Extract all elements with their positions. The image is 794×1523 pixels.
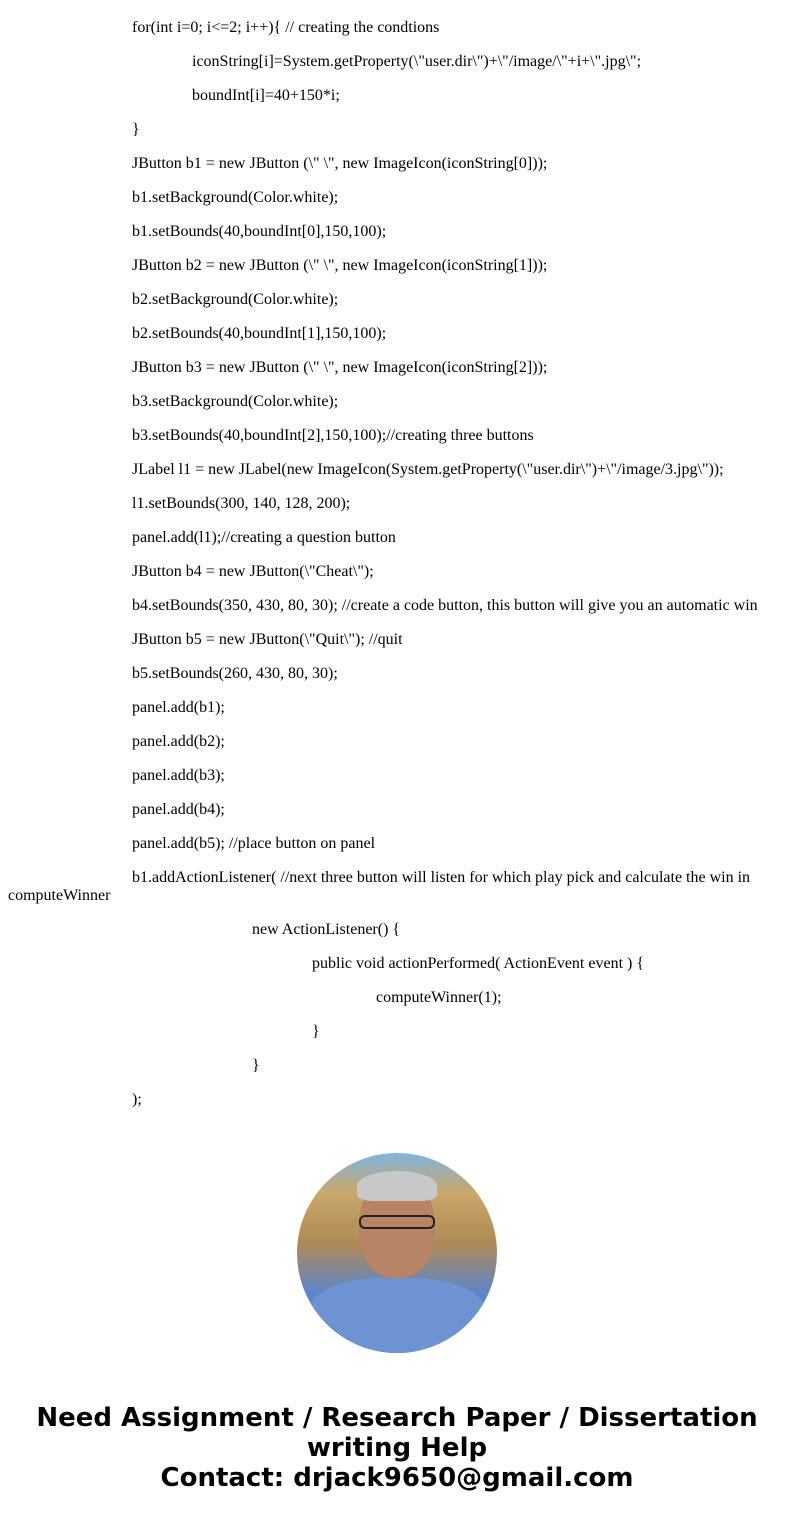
code-line: b1.addActionListener( //next three button will listen for which play pick and calculate the win in computeWinner: [8, 869, 751, 904]
code-line: JButton b5 = new JButton(\"Quit\"); //quit: [132, 631, 403, 648]
help-text: Need Assignment / Research Paper / Dissertation writing Help: [36, 1403, 758, 1463]
code-line: b3.setBackground(Color.white);: [132, 393, 339, 410]
code-line: JLabel l1 = new JLabel(new ImageIcon(System.getProperty(\"user.dir\")+\"/image/3.jpg\"));: [132, 461, 724, 478]
code-listing: [0, 19, 794, 1125]
code-line: JButton b4 = new JButton(\"Cheat\");: [132, 563, 374, 580]
code-line: panel.add(b4);: [132, 801, 225, 818]
code-line: panel.add(l1);//creating a question button: [132, 529, 396, 546]
contact-banner: [0, 1403, 794, 1493]
code-line: b4.setBounds(350, 430, 80, 30); //create a code button, this button will give you an automatic win: [132, 597, 758, 614]
code-line: JButton b1 = new JButton (\" \", new ImageIcon(iconString[0]));: [132, 155, 548, 172]
code-line: l1.setBounds(300, 140, 128, 200);: [132, 495, 351, 512]
code-line: }: [252, 1057, 260, 1074]
code-line: for(int i=0; i<=2; i++){ // creating the condtions: [132, 19, 440, 36]
code-line: panel.add(b3);: [132, 767, 225, 784]
author-photo: [297, 1153, 497, 1353]
code-line: b5.setBounds(260, 430, 80, 30);: [132, 665, 338, 682]
code-line: new ActionListener() {: [252, 921, 401, 938]
code-line: panel.add(b5); //place button on panel: [132, 835, 376, 852]
code-line: b3.setBounds(40,boundInt[2],150,100);//creating three buttons: [132, 427, 534, 444]
code-line: JButton b3 = new JButton (\" \", new ImageIcon(iconString[2]));: [132, 359, 548, 376]
code-line: );: [132, 1091, 142, 1108]
code-line: }: [132, 121, 140, 138]
code-line: panel.add(b1);: [132, 699, 225, 716]
contact-text: Contact: drjack9650@gmail.com: [160, 1463, 634, 1493]
code-line: b1.setBounds(40,boundInt[0],150,100);: [132, 223, 387, 240]
code-line: computeWinner(1);: [376, 989, 502, 1006]
code-line: b2.setBounds(40,boundInt[1],150,100);: [132, 325, 387, 342]
code-line: JButton b2 = new JButton (\" \", new ImageIcon(iconString[1]));: [132, 257, 548, 274]
code-line: b1.setBackground(Color.white);: [132, 189, 339, 206]
code-line: boundInt[i]=40+150*i;: [192, 87, 340, 104]
code-line: panel.add(b2);: [132, 733, 225, 750]
code-line: iconString[i]=System.getProperty(\"user.dir\")+\"/image/\"+i+\".jpg\";: [192, 53, 642, 70]
code-line: }: [312, 1023, 320, 1040]
code-line: b2.setBackground(Color.white);: [132, 291, 339, 308]
code-line: public void actionPerformed( ActionEvent event ) {: [312, 955, 645, 972]
